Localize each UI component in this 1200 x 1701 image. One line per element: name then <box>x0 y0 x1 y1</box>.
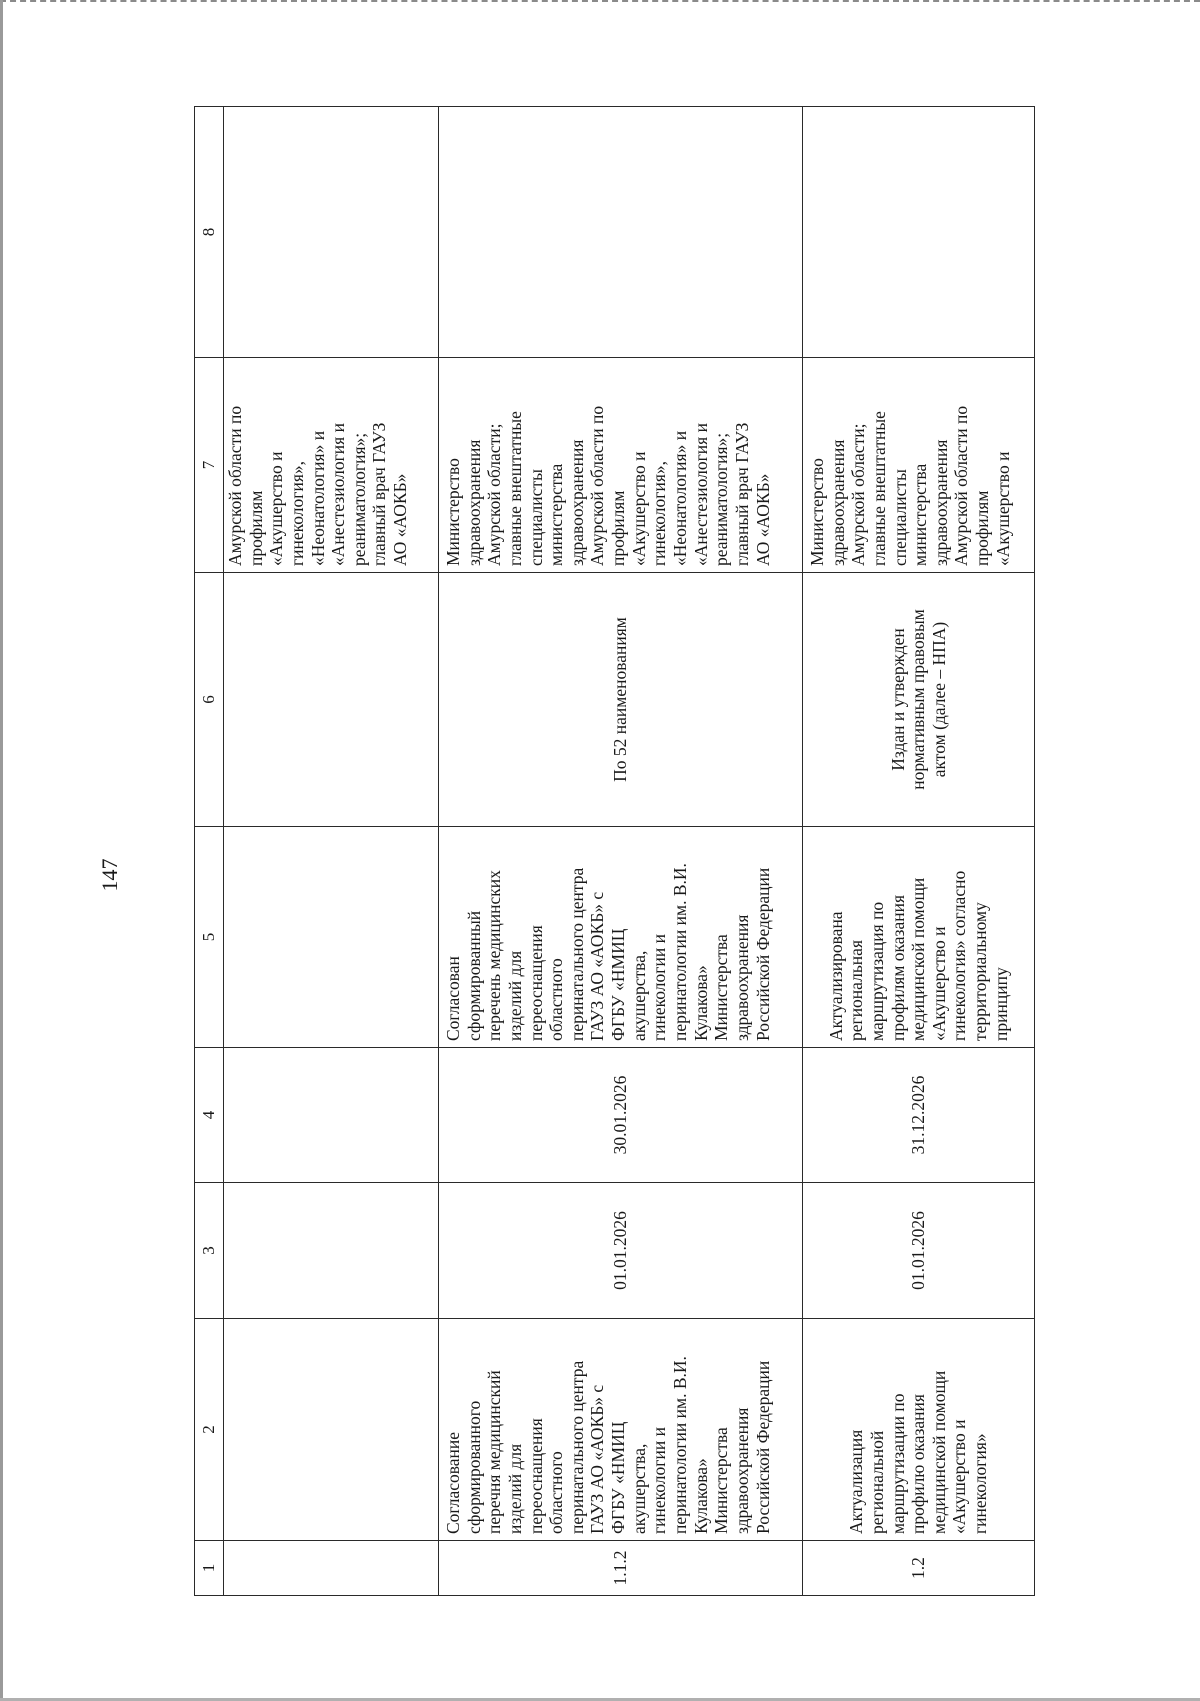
result-cell <box>224 827 439 1048</box>
table-landscape-frame <box>194 107 1035 1596</box>
row-number-cell <box>224 1541 439 1596</box>
event-name-cell: Согласование сформированного перечня медицинский изделий для переоснащения областного перинатального центра ГАУЗ АО «АОКБ» с ФГБУ «НМИЦ акушерства, гинекологии и перинатологии им. В.И. Кулакова» Министерства здравоохранения Российской Федерации <box>439 1319 803 1541</box>
table-row <box>439 107 803 1596</box>
header-col-2: 2 <box>195 1319 224 1541</box>
start-date-cell: 01.01.2026 <box>439 1183 803 1319</box>
result-cell: Актуализирована региональная маршрутизация по профилям оказания медицинской помощи «Акушерство и гинекология» согласно территориальному принципу <box>803 827 1035 1048</box>
end-date-cell: 30.01.2026 <box>439 1048 803 1183</box>
indicator-cell: Издан и утвержден нормативным правовым актом (далее – НПА) <box>803 573 1035 827</box>
header-col-4: 4 <box>195 1048 224 1183</box>
row-number-cell: 1.1.2 <box>439 1541 803 1596</box>
notes-cell <box>224 107 439 358</box>
responsible-cell: Амурской области по профилям «Акушерство и гинекология», «Неонатология» и «Анестезиология и реаниматология»; главный врач ГАУЗ АО «АОКБ» <box>224 358 439 573</box>
responsible-cell: Министерство здравоохранения Амурской области; главные внештатные специалисты министерства здравоохранения Амурской области по профилям «Акушерство и гинекология», «Неонатология» и «Анестезиология и реаниматология»; главный врач ГАУЗ АО «АОКБ» <box>439 358 803 573</box>
table-rotated-wrapper <box>194 107 1035 1596</box>
row-number-cell: 1.2 <box>803 1541 1035 1596</box>
header-col-6: 6 <box>195 573 224 827</box>
start-date-cell: 01.01.2026 <box>803 1183 1035 1319</box>
event-name-cell <box>224 1319 439 1541</box>
notes-cell <box>803 107 1035 358</box>
plan-table <box>194 106 1035 1596</box>
end-date-cell: 31.12.2026 <box>803 1048 1035 1183</box>
header-col-8: 8 <box>195 107 224 358</box>
scan-edge-left <box>0 0 3 1701</box>
event-name-cell: Актуализация региональной маршрутизации по профилю оказания медицинской помощи «Акушерство и гинекология» <box>803 1319 1035 1541</box>
scan-edge-top <box>0 0 1200 6</box>
header-col-5: 5 <box>195 827 224 1048</box>
notes-cell <box>439 107 803 358</box>
page-number: 147 <box>97 858 122 892</box>
header-col-3: 3 <box>195 1183 224 1319</box>
table-row <box>224 107 439 1596</box>
end-date-cell <box>224 1048 439 1183</box>
header-col-1: 1 <box>195 1541 224 1596</box>
table-row <box>803 107 1035 1596</box>
indicator-cell <box>224 573 439 827</box>
responsible-cell: Министерство здравоохранения Амурской области; главные внештатные специалисты министерства здравоохранения Амурской области по профилям «Акушерство и <box>803 358 1035 573</box>
table-header-row <box>195 107 224 1596</box>
start-date-cell <box>224 1183 439 1319</box>
header-col-7: 7 <box>195 358 224 573</box>
indicator-cell: По 52 наименованиям <box>439 573 803 827</box>
result-cell: Согласован сформированный перечень медицинских изделий для переоснащения областного перинатального центра ГАУЗ АО «АОКБ» с ФГБУ «НМИЦ акушерства, гинекологии и перинатологии им. В.И. Кулакова» Министерства здравоохранения Российской Федерации <box>439 827 803 1048</box>
